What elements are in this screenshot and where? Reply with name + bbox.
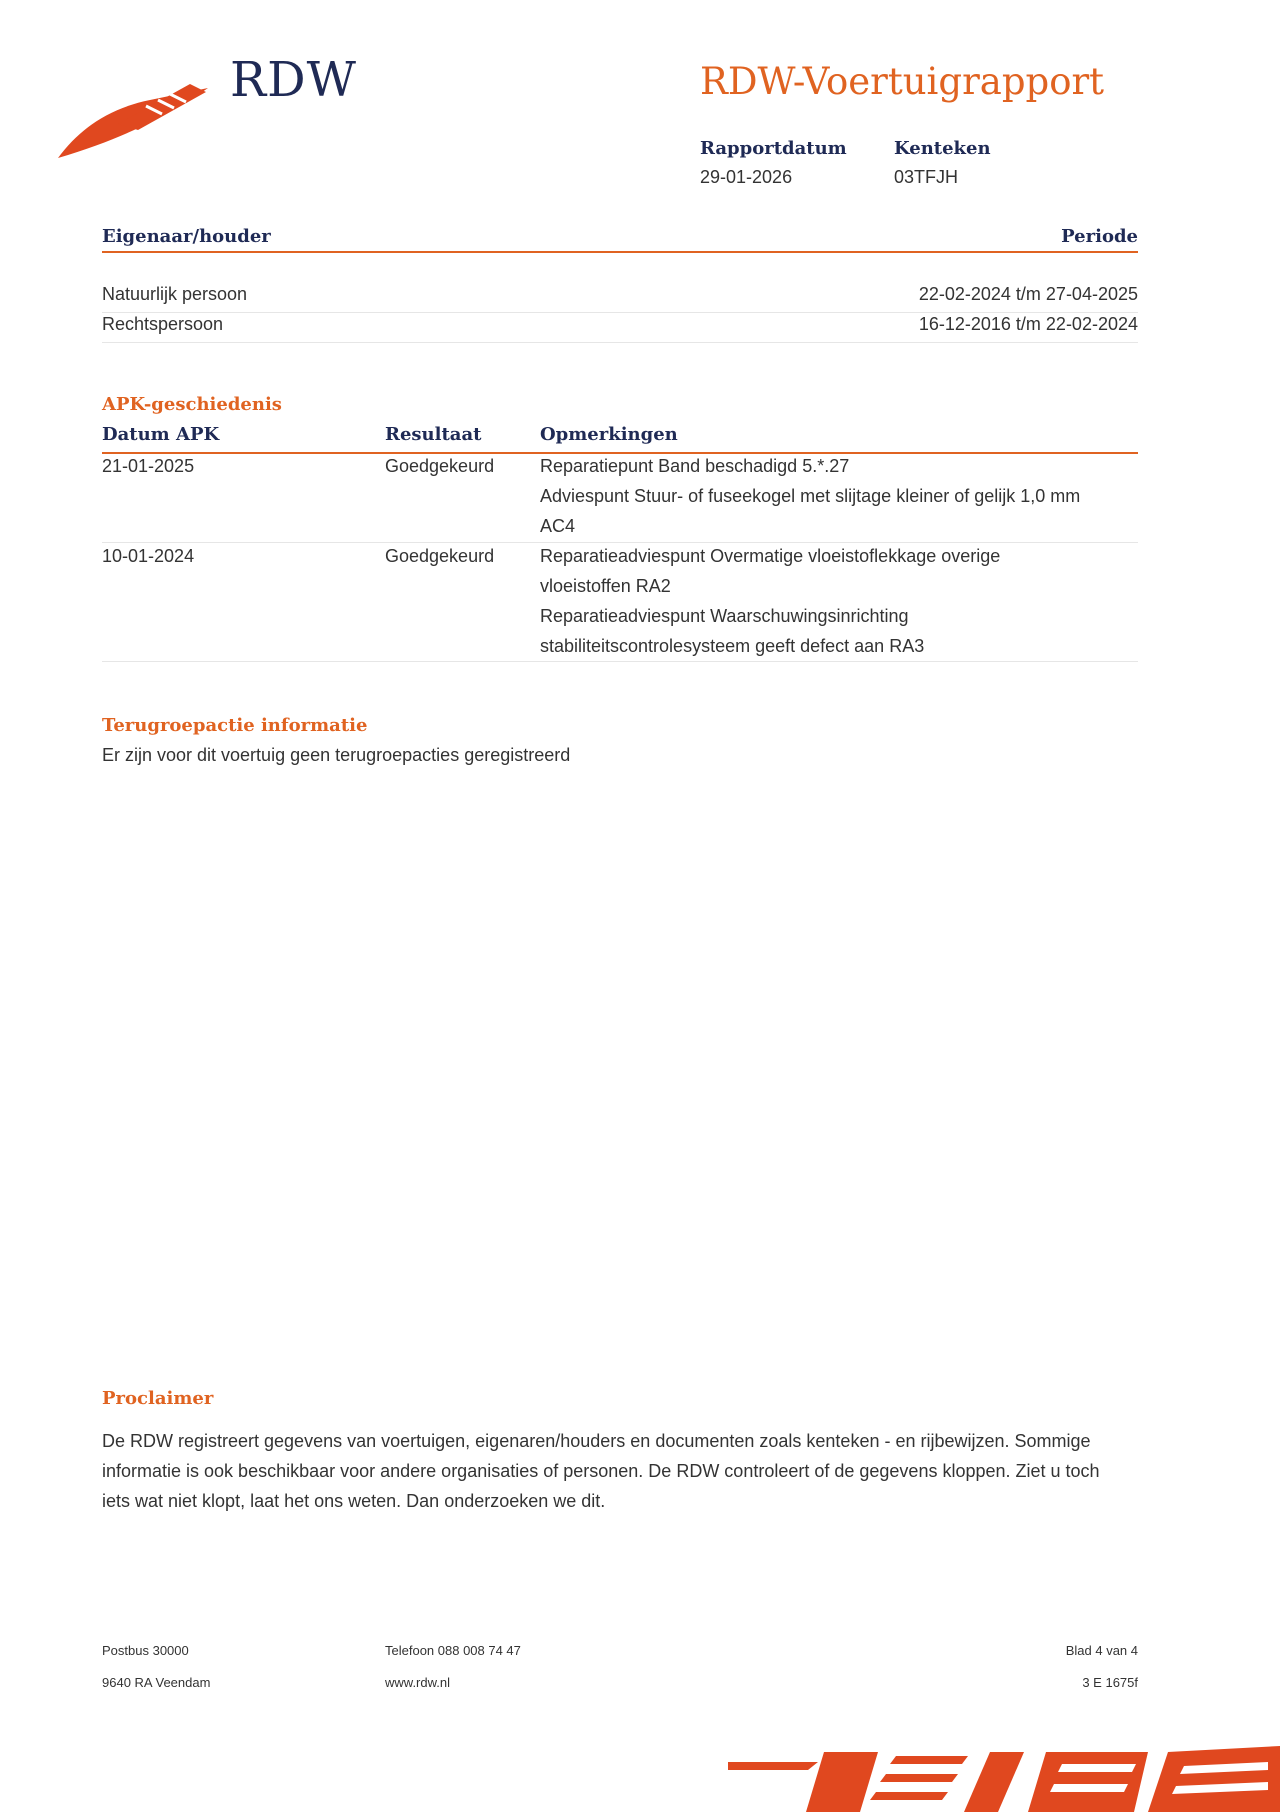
apk-remark: Reparatieadviespunt Waarschuwingsinrichting stabiliteitscontrolesysteem geeft defect aan RA3 [540,606,925,656]
apk-remarks [540,541,1060,661]
apk-result: Goedgekeurd [385,546,495,566]
row-divider [102,661,1138,662]
owner-header-rule [102,251,1138,253]
decorative-stripes-icon [728,1736,1280,1812]
plate-label: Kenteken [894,138,991,159]
disclaimer-text: De RDW registreert gegevens van voertuigen, eigenaren/houders en documenten zoals kenteken - en rijbewijzen. Sommige informatie is ook beschikbaar voor andere organisaties of personen. De RDW controleert of de gegevens kloppen. Ziet u toch iets wat niet klopt, laat het ons weten. Dan onderzoeken we dit. [102,1431,1100,1511]
disclaimer-title: Proclaimer [102,1388,214,1409]
footer-page-number: Blad 4 van 4 [1065,1643,1138,1658]
owner-column-header: Eigenaar/houder [102,226,271,247]
apk-date: 21-01-2025 [102,456,195,476]
report-date: 29-01-2026 [700,167,793,187]
apk-remark: Reparatiepunt Band beschadigd 5.*.27 [540,456,850,476]
apk-result-header: Resultaat [385,424,482,445]
recall-section-title: Terugroepactie informatie [102,715,368,736]
owner-period: 22-02-2024 t/m 27-04-2025 [918,284,1138,304]
apk-date-header: Datum APK [102,424,220,445]
row-divider [102,342,1138,343]
apk-remarks-header: Opmerkingen [540,424,678,445]
apk-result: Goedgekeurd [385,456,495,476]
owner-period: 16-12-2016 t/m 22-02-2024 [918,314,1138,334]
footer-phone: Telefoon 088 008 74 47 [385,1643,521,1658]
owner-type: Rechtspersoon [102,314,224,334]
apk-remark: Adviespunt Stuur- of fuseekogel met slijtage kleiner of gelijk 1,0 mm AC4 [540,486,1081,536]
footer-address-line2: 9640 RA Veendam [102,1675,211,1690]
rdw-logo-icon [58,84,208,162]
apk-remark: Reparatieadviespunt Overmatige vloeistoflekkage overige vloeistoffen RA2 [540,546,1001,596]
report-date-label: Rapportdatum [700,138,847,159]
row-divider [102,312,1138,313]
footer-website-link[interactable]: www.rdw.nl [385,1675,451,1690]
recall-text: Er zijn voor dit voertuig geen terugroepacties geregistreerd [102,745,571,765]
logo-text: RDW [230,52,357,108]
footer-address-line1: Postbus 30000 [102,1643,189,1658]
apk-section-title: APK-geschiedenis [102,394,282,415]
footer-document-code: 3 E 1675f [1082,1675,1138,1690]
apk-date: 10-01-2024 [102,546,195,566]
period-column-header: Periode [1061,226,1138,247]
report-title: RDW-Voertuigrapport [700,60,1105,103]
owner-type: Natuurlijk persoon [102,284,248,304]
apk-remarks [540,451,1100,541]
plate-number: 03TFJH [894,167,959,187]
